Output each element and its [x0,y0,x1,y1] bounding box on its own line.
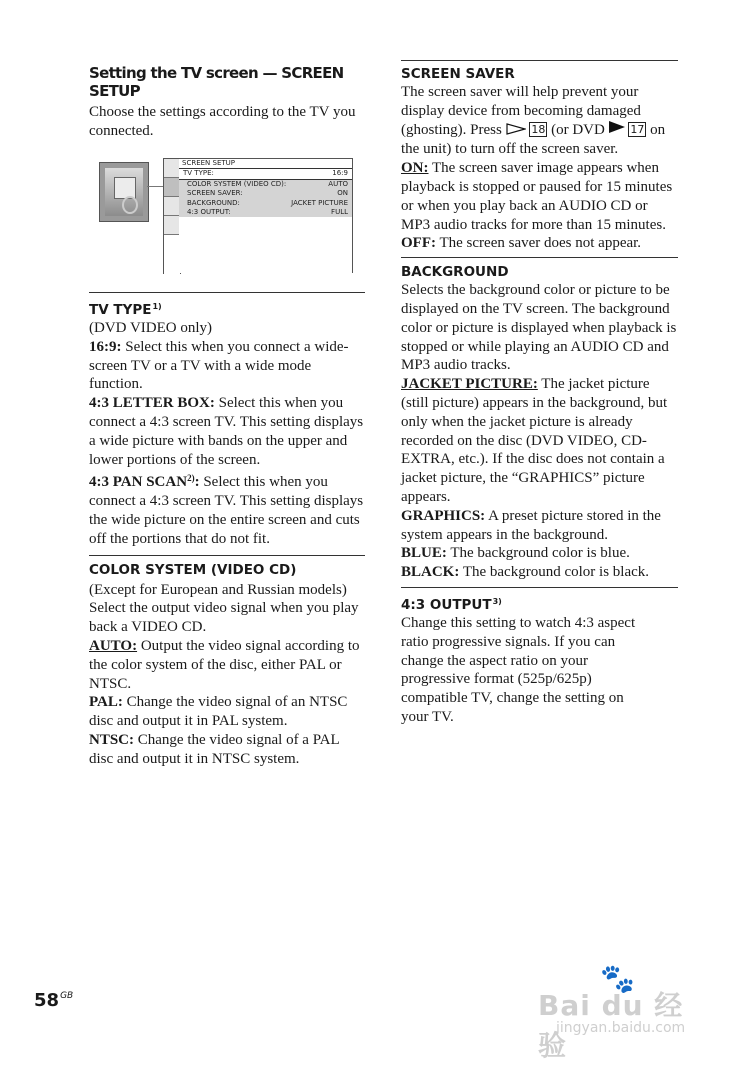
output43-text: Change this setting to watch 4:3 aspect ratio progressive signals. If you can change the aspect ratio on your progressive format (525p/625p) compatible TV, change the setting on your TV. [401,614,636,725]
key-17-icon: 17 [630,122,645,136]
section-divider [89,555,365,556]
section-divider [401,60,678,61]
color-system-option-ntsc: NTSC: Change the video signal of a PAL disc and output it in NTSC system. [89,731,340,767]
setup-toolbox-icon [99,162,149,222]
screen-saver-heading: SCREEN SAVER [401,66,515,82]
screen-setup-figure [89,156,365,284]
color-system-option-auto: AUTO: Output the video signal according to the color system of the disc, either PAL or NTSC. [89,637,360,692]
tv-type-subtitle: (DVD VIDEO only) [89,320,213,336]
section-divider [401,257,678,258]
left-column [89,60,365,769]
screen-saver-intro: The screen saver will help prevent your display device from becoming damaged (ghosting). Press 18 (or DVD 17 on the unit) to turn off the screen saver. [401,84,666,158]
background-option-jacket: JACKET PICTURE: The jacket picture (still picture) appears in the background, but only when the jacket picture is already recorded on the disc (DVD VIDEO, CD-EXTRA, etc.). If the disc does not contain a jacket picture, the “GRAPHICS” picture appears. [401,376,668,505]
tv-type-heading: TV TYPE$^{1)}$ [89,302,162,318]
page-number: $58^{GB}$ [34,990,74,1011]
color-system-intro: (Except for European and Russian models) Select the output video signal when you play back a VIDEO CD. [89,581,359,636]
screen-saver-option-on: ON: The screen saver image appears when playback is stopped or paused for 15 minutes or when you play back an AUDIO CD or MP3 audio tracks for more than 15 minutes. [401,160,673,233]
intro-text: Choose the settings according to the TV you connected. [89,104,356,139]
key-18-icon: 18 [531,122,546,136]
menu-row-screen-saver: SCREEN SAVER: ON [179,189,352,198]
background-option-graphics: GRAPHICS: A preset picture stored in the system appears in the background. [401,507,661,543]
screen-setup-menu [179,158,353,273]
right-column [401,60,678,727]
menu-row-tv-type: TV TYPE: 16:9 [179,168,352,179]
watermark-brand: Bai du 经验 [538,989,684,1062]
color-system-heading: COLOR SYSTEM (VIDEO CD) [89,561,297,578]
color-system-option-pal: PAL: Change the video signal of an NTSC disc and output it in PAL system. [89,694,348,730]
output43-heading: 4:3 OUTPUT$^{3)}$ [401,596,502,613]
play-outline-icon [506,122,526,141]
background-intro: Selects the background color or picture to be displayed on the TV screen. The background color or picture is displayed when playback is stopped or while playing an AUDIO CD and MP3 audio tracks. [401,282,677,374]
paw-icon: 🐾 [600,962,635,995]
baidu-watermark [538,962,708,1062]
tv-type-option-169: 16:9: Select this when you connect a wide-screen TV or a TV with a wide mode function. [89,338,349,393]
page-title: Setting the TV screen — SCREEN SETUP [89,64,344,100]
watermark-url: jingyan.baidu.com [556,1020,686,1036]
section-divider [401,587,678,588]
background-option-blue: BLUE: The background color is blue. [401,545,630,562]
background-option-black: BLACK: The background color is black. [401,564,650,581]
play-filled-icon [609,121,625,133]
menu-row-background: BACKGROUND: JACKET PICTURE [179,199,352,208]
background-heading: BACKGROUND [401,264,509,281]
section-divider [89,292,365,293]
tv-type-option-letterbox: 4:3 LETTER BOX: Select this when you connect a 4:3 screen TV. This setting displays a wide picture with bands on the upper and lower portions of the screen. [89,395,364,468]
menu-title: SCREEN SETUP [182,159,235,167]
tv-type-option-panscan: 4:3 PAN SCAN$^{2)}$: Select this when you connect a 4:3 screen TV. This setting displays the wide picture on the entire screen and cuts off the portions that do not fit. [89,473,364,547]
menu-row-color-system: COLOR SYSTEM (VIDEO CD): AUTO [179,180,352,189]
screen-saver-option-off: OFF: The screen saver does not appear. [401,235,642,252]
menu-row-43-output: 4:3 OUTPUT: FULL [179,208,352,217]
